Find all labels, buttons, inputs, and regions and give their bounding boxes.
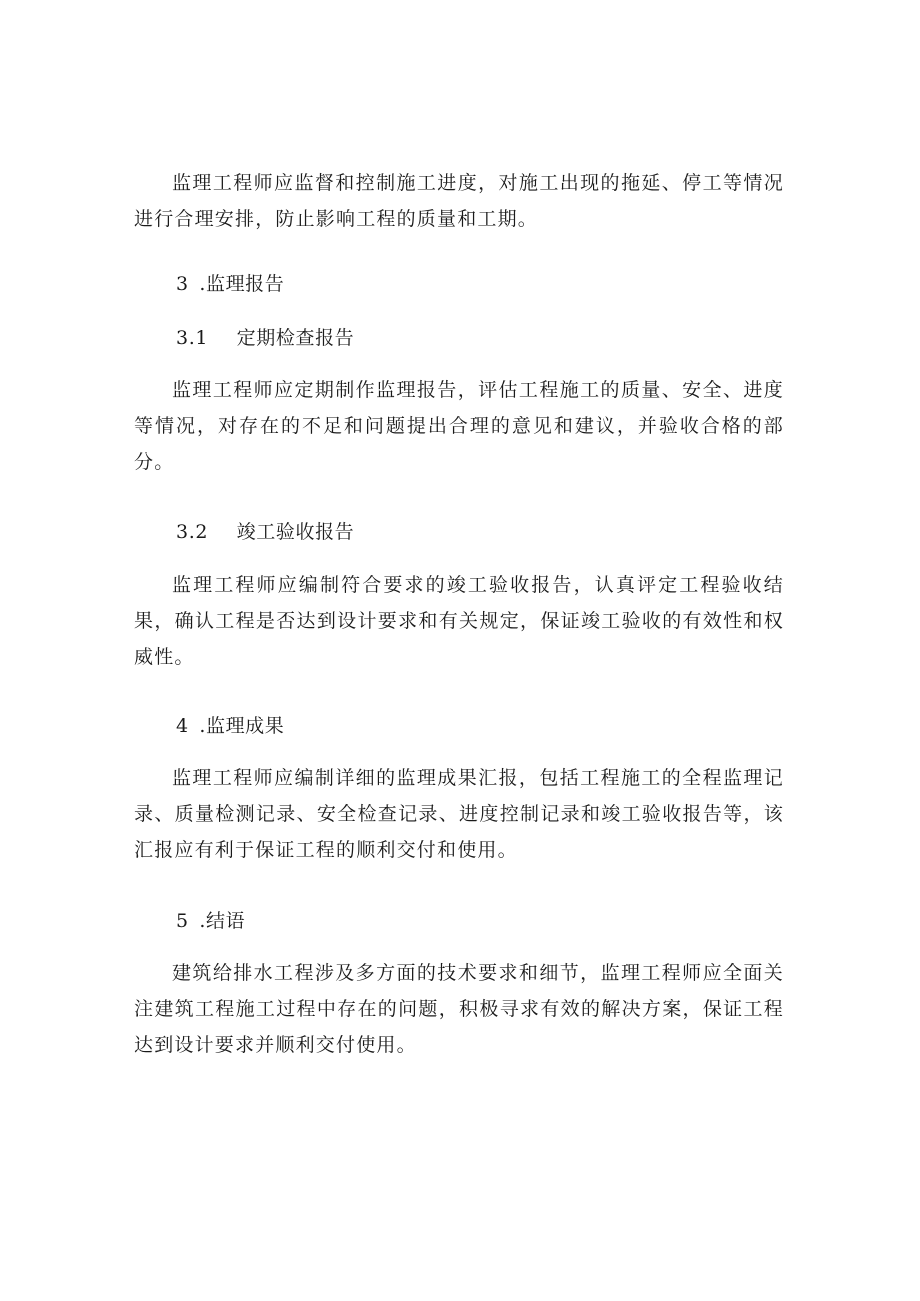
section-heading-3-2: [176, 514, 354, 550]
section-number: 3.2: [176, 521, 209, 543]
section-heading-5: [176, 903, 245, 939]
section-title: 定期检查报告: [236, 327, 355, 349]
section-title: .监理成果: [199, 715, 285, 737]
section-number: 3: [176, 273, 189, 295]
paragraph-conclusion: 建筑给排水工程涉及多方面的技术要求和细节，监理工程师应全面关注建筑工程施工过程中存在的问题，积极寻求有效的解决方案，保证工程达到设计要求并顺利交付使用。: [134, 962, 784, 1056]
section-heading-4: [176, 708, 284, 744]
section-number: 3.1: [176, 327, 209, 349]
paragraph-supervision-results: 监理工程师应编制详细的监理成果汇报，包括工程施工的全程监理记录、质量检测记录、安全检查记录、进度控制记录和竣工验收报告等，该汇报应有利于保证工程的顺利交付和使用。: [134, 767, 784, 861]
section-heading-3: [176, 266, 284, 302]
section-title: 竣工验收报告: [236, 521, 355, 543]
section-number: 5: [176, 910, 189, 932]
section-heading-3-1: [176, 320, 354, 356]
paragraph-periodic-report: 监理工程师应定期制作监理报告，评估工程施工的质量、安全、进度等情况，对存在的不足和问题提出合理的意见和建议，并验收合格的部分。: [134, 379, 784, 473]
section-title: .监理报告: [199, 273, 285, 295]
section-title: .结语: [199, 910, 246, 932]
paragraph-schedule-control: 监理工程师应监督和控制施工进度，对施工出现的拖延、停工等情况进行合理安排，防止影响工程的质量和工期。: [134, 172, 784, 230]
paragraph-completion-report: 监理工程师应编制符合要求的竣工验收报告，认真评定工程验收结果，确认工程是否达到设计要求和有关规定，保证竣工验收的有效性和权威性。: [134, 574, 784, 668]
section-number: 4: [176, 715, 189, 737]
